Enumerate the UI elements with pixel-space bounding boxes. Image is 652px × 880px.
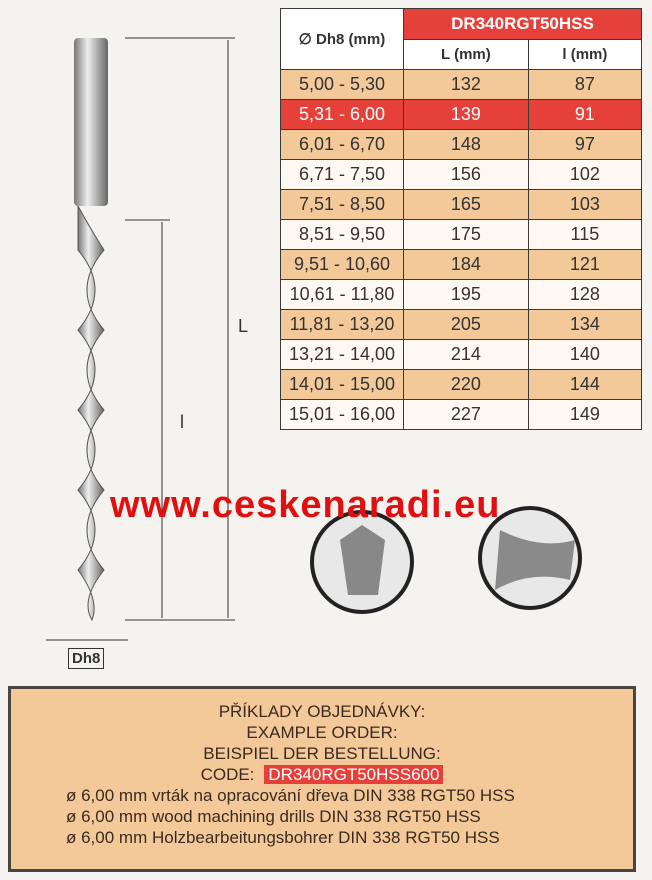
- cell-l: 102: [528, 160, 641, 190]
- cell-l: 134: [528, 310, 641, 340]
- drill-tip-images: [0, 500, 652, 700]
- table-row: [281, 220, 642, 250]
- cell-l: 103: [528, 190, 641, 220]
- l-header: l (mm): [528, 40, 641, 70]
- diameter-header: ∅ Dh8 (mm): [281, 9, 404, 70]
- cell-l: 91: [528, 100, 641, 130]
- code-label: CODE:: [200, 765, 255, 784]
- cell-L: 214: [404, 340, 529, 370]
- cell-l: 115: [528, 220, 641, 250]
- cell-d: 5,00 - 5,30: [281, 70, 404, 100]
- order-title-de: BEISPIEL DER BESTELLUNG:: [203, 744, 441, 763]
- order-line-cz: ø 6,00 mm vrták na opracování dřeva DIN 338 RGT50 HSS: [66, 786, 515, 805]
- cell-L: 195: [404, 280, 529, 310]
- L-dimension-label: L: [238, 316, 249, 336]
- cell-d: 6,01 - 6,70: [281, 130, 404, 160]
- cell-d: 8,51 - 9,50: [281, 220, 404, 250]
- size-table: [280, 8, 642, 430]
- cell-d: 9,51 - 10,60: [281, 250, 404, 280]
- cell-d: 13,21 - 14,00: [281, 340, 404, 370]
- cell-L: 148: [404, 130, 529, 160]
- order-title-en: EXAMPLE ORDER:: [246, 723, 398, 742]
- cell-L: 227: [404, 400, 529, 430]
- example-order-box: [8, 686, 636, 872]
- l-dimension-label: l: [180, 412, 184, 432]
- cell-L: 139: [404, 100, 529, 130]
- cell-d: 11,81 - 13,20: [281, 310, 404, 340]
- cell-d: 14,01 - 15,00: [281, 370, 404, 400]
- cell-L: 205: [404, 310, 529, 340]
- table-row: [281, 160, 642, 190]
- table-row: [281, 280, 642, 310]
- cell-l: 87: [528, 70, 641, 100]
- cell-l: 140: [528, 340, 641, 370]
- table-row: [281, 190, 642, 220]
- table-row: [281, 70, 642, 100]
- cell-L: 156: [404, 160, 529, 190]
- cell-L: 220: [404, 370, 529, 400]
- cell-L: 132: [404, 70, 529, 100]
- cell-d: 5,31 - 6,00: [281, 100, 404, 130]
- table-row: [281, 400, 642, 430]
- product-code-header: DR340RGT50HSS: [404, 9, 642, 40]
- cell-L: 175: [404, 220, 529, 250]
- cell-d: 6,71 - 7,50: [281, 160, 404, 190]
- cell-d: 10,61 - 11,80: [281, 280, 404, 310]
- table-row: [281, 370, 642, 400]
- table-row: [281, 130, 642, 160]
- cell-l: 97: [528, 130, 641, 160]
- cell-L: 165: [404, 190, 529, 220]
- cell-d: 15,01 - 16,00: [281, 400, 404, 430]
- order-code: DR340RGT50HSS600: [264, 765, 443, 784]
- cell-L: 184: [404, 250, 529, 280]
- watermark: www.ceskenaradi.eu: [110, 484, 501, 526]
- order-line-de: ø 6,00 mm Holzbearbeitungsbohrer DIN 338 RGT50 HSS: [66, 828, 500, 847]
- cell-d: 7,51 - 8,50: [281, 190, 404, 220]
- table-row: [281, 250, 642, 280]
- order-line-en: ø 6,00 mm wood machining drills DIN 338 RGT50 HSS: [66, 807, 481, 826]
- L-header: L (mm): [404, 40, 529, 70]
- cell-l: 128: [528, 280, 641, 310]
- cell-l: 121: [528, 250, 641, 280]
- cell-l: 149: [528, 400, 641, 430]
- order-title-cz: PŘÍKLADY OBJEDNÁVKY:: [218, 702, 426, 721]
- cell-l: 144: [528, 370, 641, 400]
- dh8-label: Dh8: [68, 648, 104, 669]
- table-row: [281, 100, 642, 130]
- table-row: [281, 340, 642, 370]
- table-row: [281, 310, 642, 340]
